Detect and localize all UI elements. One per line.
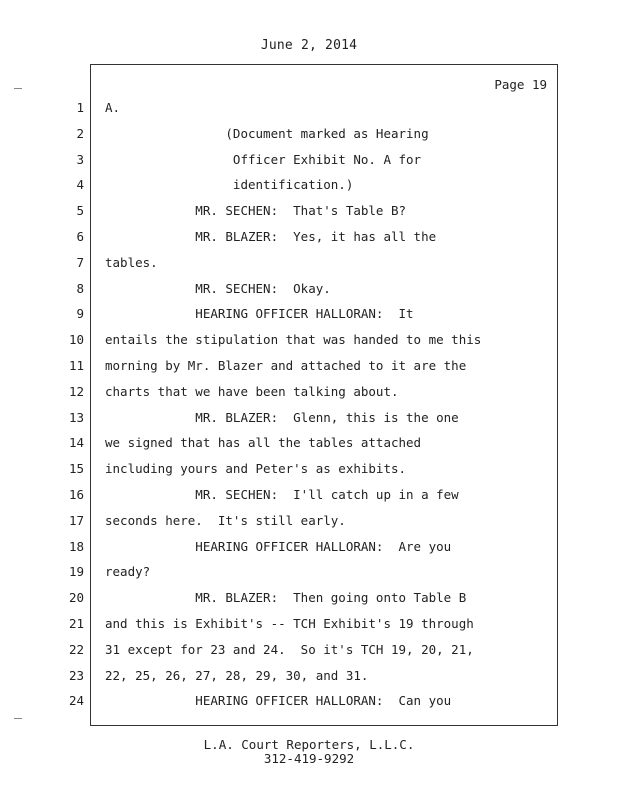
line-number: 19 [68, 564, 84, 580]
transcript-line: HEARING OFFICER HALLORAN: Are you [105, 538, 452, 554]
line-number: 7 [76, 254, 84, 270]
scan-margin-mark [14, 88, 22, 89]
line-number: 18 [68, 538, 84, 554]
transcript-line: and this is Exhibit's -- TCH Exhibit's 19 through [105, 615, 474, 631]
transcript-line: tables. [105, 254, 158, 270]
transcript-line: (Document marked as Hearing [105, 125, 429, 141]
line-number: 10 [68, 332, 84, 348]
line-number: 1 [76, 100, 84, 115]
line-number: 12 [68, 383, 84, 399]
line-number: 13 [68, 409, 84, 425]
transcript-line: MR. SECHEN: Okay. [105, 280, 331, 296]
line-number: 16 [68, 486, 84, 502]
line-number: 6 [76, 228, 84, 244]
transcript-line: 31 except for 23 and 24. So it's TCH 19, 20, 21, [105, 641, 474, 657]
line-number: 5 [76, 203, 84, 219]
transcript-text [105, 102, 555, 721]
transcript-line: Officer Exhibit No. A for [105, 151, 422, 167]
transcript-line: 22, 25, 26, 27, 28, 29, 30, and 31. [105, 667, 369, 683]
line-number: 17 [68, 512, 84, 528]
line-number: 11 [68, 357, 84, 373]
transcript-line: MR. SECHEN: That's Table B? [105, 203, 407, 219]
line-number: 23 [68, 667, 84, 683]
scan-margin-mark [14, 718, 22, 719]
transcript-line: HEARING OFFICER HALLORAN: It [105, 306, 414, 322]
transcript-line: MR. SECHEN: I'll catch up in a few [105, 486, 459, 502]
transcript-line: A. [105, 100, 121, 115]
transcript-line: charts that we have been talking about. [105, 383, 399, 399]
transcript-line: entails the stipulation that was handed to me this [105, 332, 482, 348]
transcript-line: MR. BLAZER: Yes, it has all the [105, 228, 437, 244]
line-number: 21 [68, 615, 84, 631]
line-number: 14 [68, 435, 84, 451]
transcript-line: identification.) [105, 177, 354, 193]
line-number-column [60, 102, 84, 721]
page-number: Page 19 [494, 77, 547, 92]
document-date-header: June 2, 2014 [260, 38, 358, 53]
line-number: 15 [68, 461, 84, 477]
document-footer [0, 738, 618, 766]
transcript-line: seconds here. It's still early. [105, 512, 346, 528]
line-number: 20 [68, 590, 84, 606]
transcript-line: MR. BLAZER: Then going onto Table B [105, 590, 467, 606]
transcript-line: MR. BLAZER: Glenn, this is the one [105, 409, 459, 425]
transcript-line: ready? [105, 564, 151, 580]
line-number: 8 [76, 280, 84, 296]
line-number: 24 [68, 693, 84, 709]
line-number: 4 [76, 177, 84, 193]
court-reporter-phone: 312-419-9292 [263, 751, 355, 766]
line-number: 9 [76, 306, 84, 322]
court-reporter-company: L.A. Court Reporters, L.L.C. [203, 737, 415, 752]
transcript-line: we signed that has all the tables attached [105, 435, 422, 451]
line-number: 2 [76, 125, 84, 141]
line-number: 3 [76, 151, 84, 167]
transcript-line: HEARING OFFICER HALLORAN: Can you [105, 693, 452, 709]
transcript-line: morning by Mr. Blazer and attached to it are the [105, 357, 467, 373]
transcript-line: including yours and Peter's as exhibits. [105, 461, 407, 477]
line-number: 22 [68, 641, 84, 657]
